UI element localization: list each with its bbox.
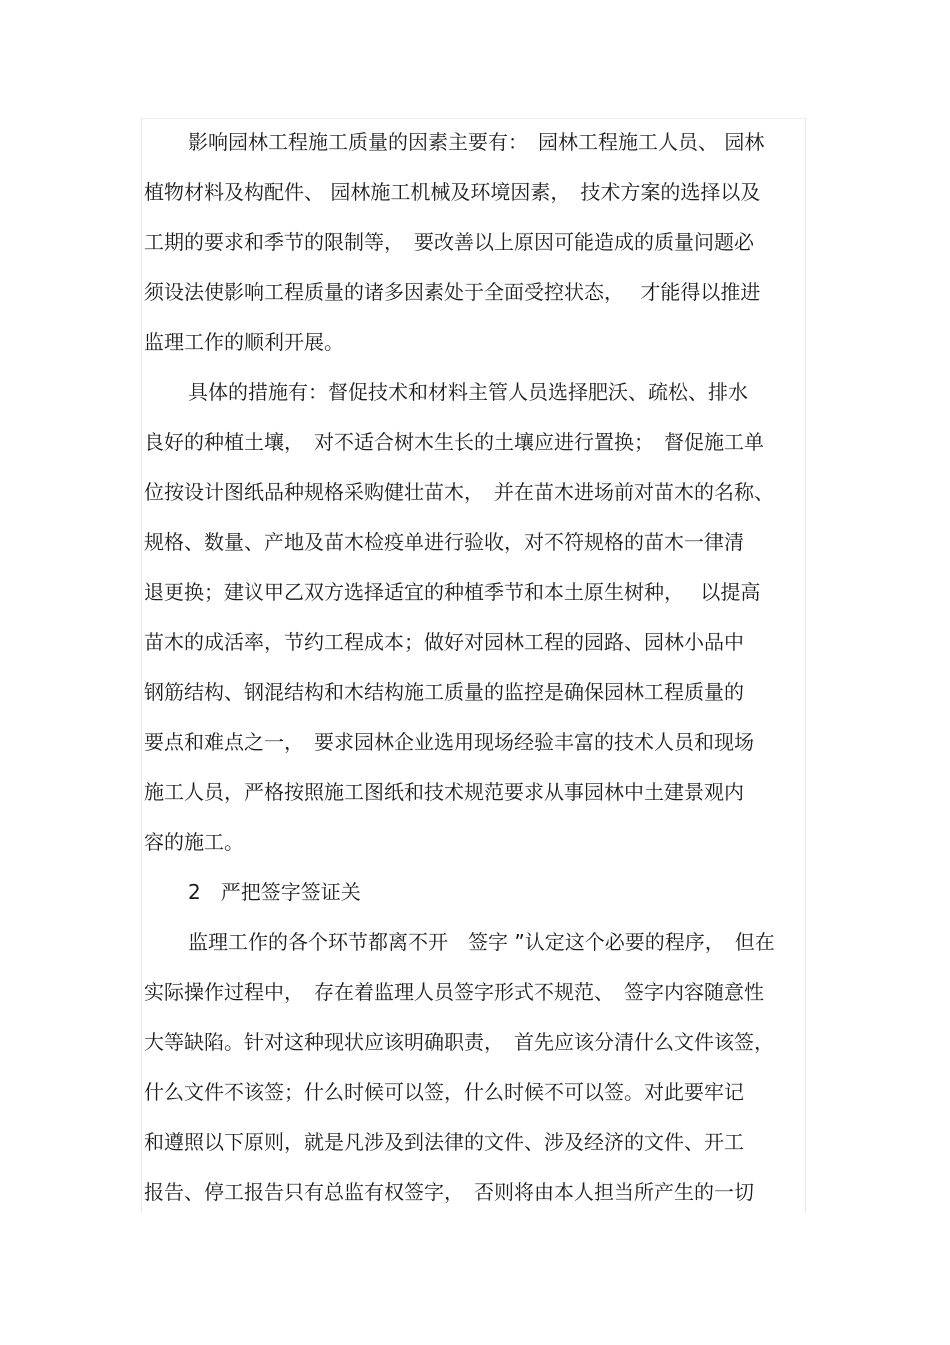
section-heading: 2 严把签字签证关 bbox=[188, 880, 361, 904]
paragraph-2-line-6: 苗木的成活率，节约工程成本；做好对园林工程的园路、园林小品中 bbox=[144, 630, 744, 654]
paragraph-2-line-2: 良好的种植土壤， 对不适合树木生长的土壤应进行置换； 督促施工单 bbox=[144, 430, 764, 454]
paragraph-1-line-4: 须设法使影响工程质量的诸多因素处于全面受控状态， 才能得以推进 bbox=[144, 280, 761, 304]
paragraph-2-line-3: 位按设计图纸品种规格采购健壮苗木， 并在苗木进场前对苗木的名称、 bbox=[144, 480, 774, 504]
paragraph-2-line-8: 要点和难点之一， 要求园林企业选用现场经验丰富的技术人员和现场 bbox=[144, 730, 754, 754]
paragraph-2-line-1: 具体的措施有：督促技术和材料主管人员选择肥沃、疏松、排水 bbox=[188, 380, 748, 404]
paragraph-2-line-9: 施工人员，严格按照施工图纸和技术规范要求从事园林中土建景观内 bbox=[144, 780, 744, 804]
paragraph-2-line-5: 退更换；建议甲乙双方选择适宜的种植季节和本土原生树种， 以提高 bbox=[144, 580, 761, 604]
paragraph-2-line-4: 规格、数量、产地及苗木检疫单进行验收，对不符规格的苗木一律清 bbox=[144, 530, 744, 554]
paragraph-3-line-6: 报告、停工报告只有总监有权签字， 否则将由本人担当所产生的一切 bbox=[144, 1180, 754, 1204]
paragraph-3-line-5: 和遵照以下原则，就是凡涉及到法律的文件、涉及经济的文件、开工 bbox=[144, 1130, 744, 1154]
document-body bbox=[144, 117, 808, 1217]
paragraph-1-line-1: 影响园林工程施工质量的因素主要有： 园林工程施工人员、 园林 bbox=[188, 130, 765, 154]
paragraph-3-line-2: 实际操作过程中， 存在着监理人员签字形式不规范、 签字内容随意性 bbox=[144, 980, 764, 1004]
paragraph-2-line-10: 容的施工。 bbox=[144, 830, 244, 854]
paragraph-2-line-7: 钢筋结构、钢混结构和木结构施工质量的监控是确保园林工程质量的 bbox=[144, 680, 744, 704]
paragraph-1-line-3: 工期的要求和季节的限制等， 要改善以上原因可能造成的质量问题必 bbox=[144, 230, 754, 254]
paragraph-1-line-5: 监理工作的顺利开展。 bbox=[144, 330, 344, 354]
paragraph-3-line-3: 大等缺陷。针对这种现状应该明确职责， 首先应该分清什么文件该签， bbox=[144, 1030, 774, 1054]
paragraph-1-line-2: 植物材料及构配件、 园林施工机械及环境因素， 技术方案的选择以及 bbox=[144, 180, 761, 204]
paragraph-3-line-1: 监理工作的各个环节都离不开 签字 ”认定这个必要的程序， 但在 bbox=[188, 930, 775, 954]
paragraph-3-line-4: 什么文件不该签；什么时候可以签，什么时候不可以签。对此要牢记 bbox=[144, 1080, 744, 1104]
